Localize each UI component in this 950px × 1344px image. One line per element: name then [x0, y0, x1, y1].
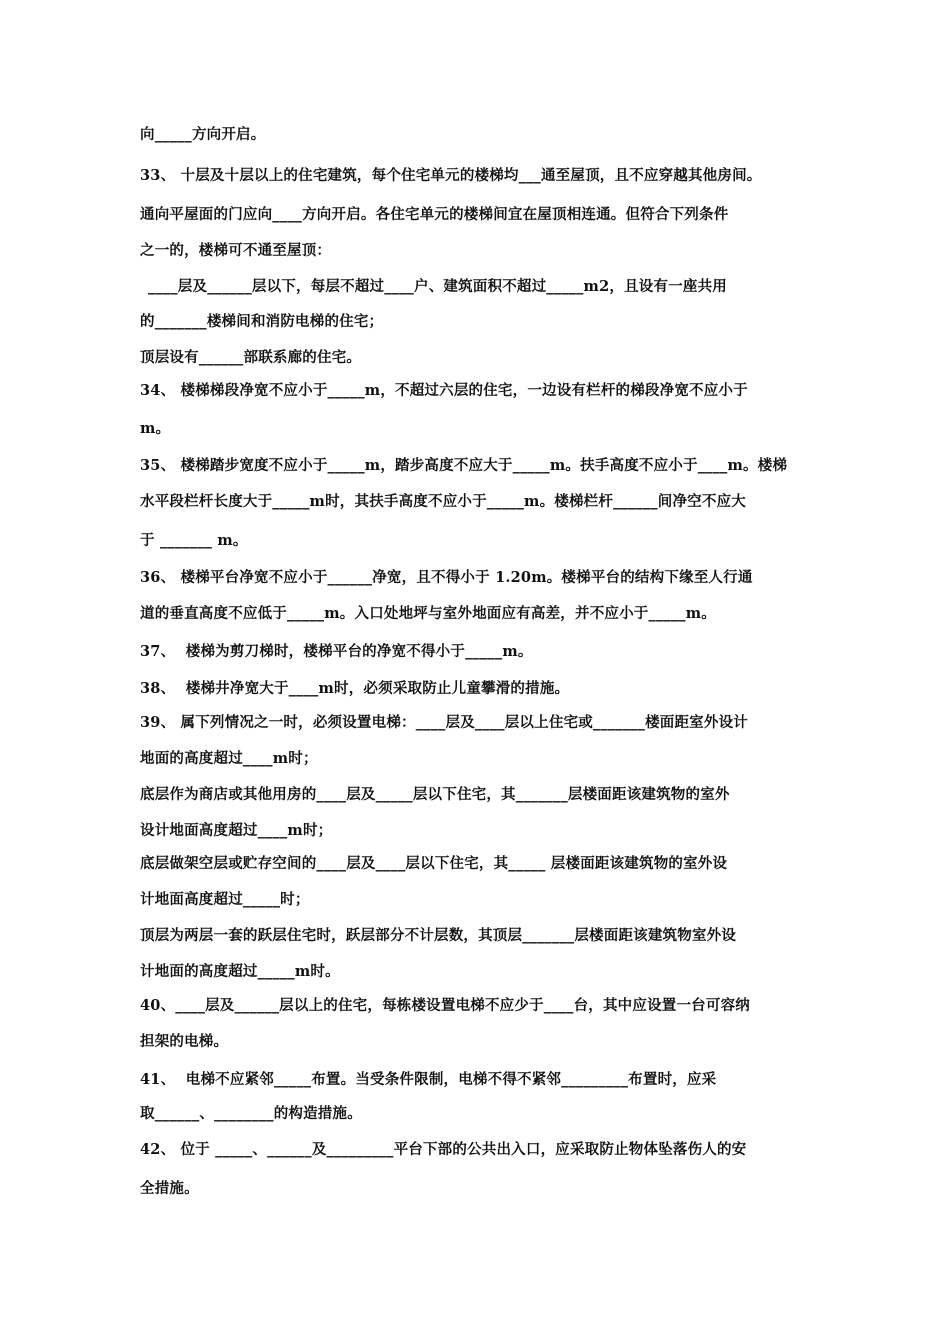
text-line: 38、 楼梯井净宽大于____m时，必须采取防止儿童攀滑的措施。 — [140, 680, 570, 697]
text-line: 36、 楼梯平台净宽不应小于______净宽，且不得小于 1.20m。楼梯平台的结构下缘至人行通 — [140, 569, 753, 586]
text-line: 33、 十层及十层以上的住宅建筑，每个住宅单元的楼梯均___通至屋顶，且不应穿越其他房间。 — [140, 167, 762, 184]
text-line: 担架的电梯。 — [140, 1033, 229, 1050]
text-line: 全措施。 — [140, 1180, 199, 1197]
text-line: 通向平屋面的门应向____方向开启。各住宅单元的楼梯间宜在屋顶相连通。但符合下列条件 — [140, 206, 729, 223]
text-line: 设计地面高度超过____m时； — [140, 822, 333, 839]
text-line: 34、 楼梯梯段净宽不应小于_____m，不超过六层的住宅，一边设有栏杆的梯段净宽不应小于 — [140, 382, 748, 399]
text-line: 35、 楼梯踏步宽度不应小于_____m，踏步高度不应大于_____m。扶手高度不应小于____m。楼梯 — [140, 457, 788, 474]
text-line: m。 — [140, 420, 171, 437]
text-line: 顶层为两层一套的跃层住宅时，跃层部分不计层数，其顶层_______层楼面距该建筑物室外设 — [140, 927, 737, 944]
text-line: 取______、________的构造措施。 — [140, 1105, 362, 1122]
text-line: 42、 位于 _____、______及_________平台下部的公共出入口，应采取防止物体坠落伤人的安 — [140, 1141, 747, 1158]
text-line: 之一的，楼梯可不通至屋顶： — [140, 242, 332, 259]
text-line: 计地面的高度超过_____m时。 — [140, 963, 340, 980]
text-line: ____层及______层以下，每层不超过____户、建筑面积不超过_____m2，且设有一座共用 — [148, 278, 727, 295]
text-line: 37、 楼梯为剪刀梯时，楼梯平台的净宽不得小于_____m。 — [140, 643, 533, 660]
text-line: 地面的高度超过____m时； — [140, 750, 318, 767]
text-line: 39、 属下列情况之一时，必须设置电梯：____层及____层以上住宅或_______楼面距室外设计 — [140, 714, 748, 731]
text-line: 水平段栏杆长度大于_____m时，其扶手高度不应小于_____m。楼梯栏杆______间净空不应大 — [140, 493, 746, 510]
text-line: 41、 电梯不应紧邻_____布置。当受条件限制，电梯不得不紧邻_________布置时，应采 — [140, 1071, 717, 1088]
text-line: 的_______楼梯间和消防电梯的住宅； — [140, 313, 384, 330]
text-line: 底层作为商店或其他用房的____层及_____层以下住宅，其_______层楼面距该建筑物的室外 — [140, 786, 730, 803]
text-line: 底层做架空层或贮存空间的____层及____层以下住宅，其_____ 层楼面距该建筑物的室外设 — [140, 855, 728, 872]
text-line: 向_____方向开启。 — [140, 126, 266, 143]
text-line: 道的垂直高度不应低于_____m。入口处地坪与室外地面应有高差，并不应小于_____m。 — [140, 605, 716, 622]
text-line: 于 _______ m。 — [140, 532, 248, 549]
text-line: 顶层设有______部联系廊的住宅。 — [140, 349, 362, 366]
text-line: 计地面高度超过_____时； — [140, 891, 310, 908]
text-line: 40、____层及______层以上的住宅，每栋楼设置电梯不应少于____台，其中应设置一台可容纳 — [140, 997, 750, 1014]
